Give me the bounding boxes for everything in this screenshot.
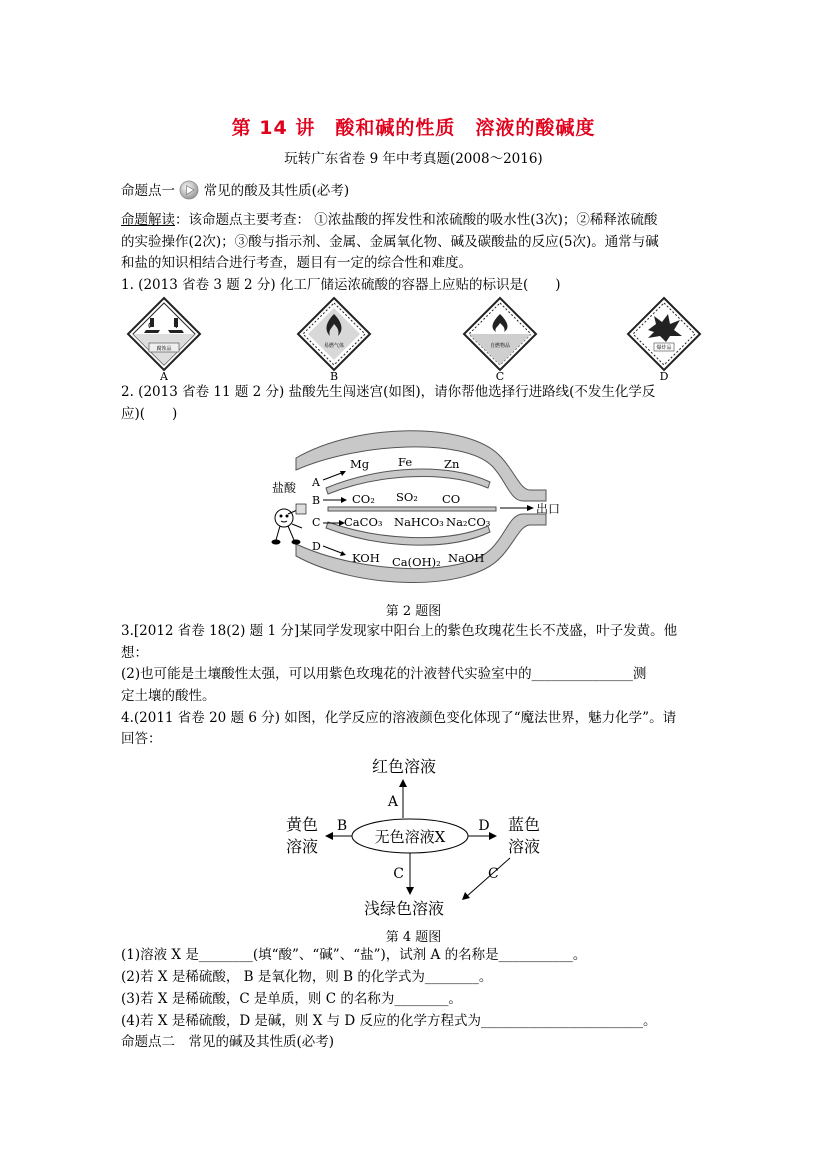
route-a-item-3: Zn: [444, 457, 460, 471]
route-d-item-1: KOH: [352, 551, 380, 565]
route-c-item-3: Na₂CO₃: [446, 515, 491, 529]
sign-a-corrosive: [128, 298, 200, 370]
red-solution-label: 红色溶液: [371, 757, 437, 776]
sign-c-combustible: [464, 298, 536, 370]
hydrochloric-acid-figure: [272, 504, 306, 544]
yellow-solution-label-1: 黄色: [285, 815, 319, 834]
page-title: 第 14 讲 酸和碱的性质 溶液的酸碱度: [231, 117, 596, 139]
sign-b-label: 易燃气体: [323, 343, 345, 349]
question-4-sub-1: (1)溶液 X 是________(填“酸”、“碱”、“盐”)，试剂 A 的名称是___________。: [121, 947, 587, 963]
question-4-line-1: 4.(2011 省卷 20 题 6 分) 如图，化学反应的溶液颜色变化体现了“魔法世界，魅力化学”。请: [121, 710, 677, 726]
colorless-solution-label: 无色溶液X: [374, 828, 446, 846]
q3-answer-blank[interactable]: _______________: [531, 666, 633, 682]
question-1: 1. (2013 省卷 3 题 2 分) 化工厂储运浓硫酸的容器上应贴的标识是( ): [121, 277, 561, 293]
option-b-letter: B: [329, 370, 339, 383]
route-a-item-2: Fe: [398, 455, 413, 469]
arrow-b-label: B: [336, 818, 348, 834]
arrow-d-label: D: [478, 818, 490, 834]
sign-c-label: 自燃物品: [489, 343, 511, 349]
option-d-letter: D: [659, 370, 669, 383]
route-a-letter: A: [312, 476, 320, 489]
point2-heading: 命题点二 常见的碱及其性质(必考): [121, 1034, 335, 1050]
route-d-item-2: Ca(OH)₂: [392, 555, 441, 569]
maze-start-label: 盐酸: [272, 481, 297, 495]
analysis-label: 命题解读: [121, 212, 175, 228]
analysis-line-2: 的实验操作(2次)；③酸与指示剂、金属、金属氧化物、碱及碳酸盐的反应(5次)。通常与碱: [121, 234, 659, 250]
option-c-letter: C: [495, 370, 505, 383]
figure-2-caption: 第 2 题图: [385, 604, 442, 619]
route-b-item-3: CO: [442, 492, 461, 506]
sign-d-explosive: [628, 298, 700, 370]
question-4-sub-3: (3)若 X 是稀硫酸，C 是单质，则 C 的名称为________。: [121, 991, 462, 1007]
question-3-line-2: 想：: [121, 645, 148, 661]
question-4-line-2: 回答：: [121, 731, 162, 747]
route-d-letter: D: [312, 540, 321, 553]
question-2-line-1: 2. (2013 省卷 11 题 2 分) 盐酸先生闯迷宫(如图)，请你帮他选择行进路线(不发生化学反: [121, 384, 656, 400]
maze-exit-label: 出口: [536, 502, 561, 516]
analysis-line-3: 和盐的知识相结合进行考查，题目有一定的综合性和难度。: [121, 255, 472, 271]
point1-text: 常见的酸及其性质(必考): [203, 183, 350, 199]
route-c-letter: C: [312, 516, 321, 529]
route-c-item-2: NaHCO₃: [394, 515, 444, 529]
color-change-figure: [270, 752, 570, 922]
arrow-a-label: A: [387, 794, 398, 810]
point1-heading: [121, 180, 349, 201]
route-c-item-1: CaCO₃: [344, 515, 383, 529]
option-a-letter: A: [160, 370, 168, 383]
page-subtitle: 玩转广东省卷 9 年中考真题(2008～2016): [284, 151, 543, 167]
question-3-line-1: 3.[2012 省卷 18(2) 题 1 分]某同学发现家中阳台上的紫色玫瑰花生长不茂盛，叶子发黄。他: [121, 623, 678, 639]
sign-a-label: 腐蚀品: [156, 346, 172, 352]
question-3-line-4: 定土壤的酸性。: [121, 688, 216, 704]
q1-hazard-signs: [120, 296, 710, 386]
blue-solution-label-1: 蓝色: [507, 815, 541, 834]
route-d-item-3: NaOH: [448, 551, 485, 565]
play-icon: [179, 180, 199, 200]
sign-b-flammable: [298, 298, 370, 370]
arrow-c2-label: C: [488, 866, 499, 882]
arrow-c-label: C: [393, 866, 404, 882]
route-b-item-1: CO₂: [352, 492, 375, 506]
maze-figure: [268, 428, 598, 586]
light-green-solution-label: 浅绿色溶液: [363, 899, 445, 918]
yellow-solution-label-2: 溶液: [285, 837, 319, 856]
analysis-line-1: 命题解读：该命题点主要考查： ①浓盐酸的挥发性和浓硫酸的吸水性(3次)；②稀释浓硫酸: [121, 212, 658, 228]
route-b-item-2: SO₂: [396, 490, 418, 504]
question-2-line-2: 应)( ): [121, 406, 178, 422]
figure-4-caption: 第 4 题图: [385, 930, 442, 945]
question-4-sub-4: (4)若 X 是稀硫酸，D 是碱，则 X 与 D 反应的化学方程式为________________________。: [121, 1013, 657, 1029]
route-b-letter: B: [312, 494, 321, 507]
question-4-sub-2: (2)若 X 是稀硫酸， B 是氧化物，则 B 的化学式为________。: [121, 969, 493, 985]
blue-solution-label-2: 溶液: [507, 837, 541, 856]
sign-d-label: 爆炸品: [656, 345, 672, 351]
route-a-item-1: Mg: [350, 457, 370, 471]
point1-label: 命题点一: [121, 183, 175, 199]
question-3-line-3: (2)也可能是土壤酸性太强，可以用紫色玫瑰花的汁液替代实验室中的_______________测: [121, 666, 647, 682]
